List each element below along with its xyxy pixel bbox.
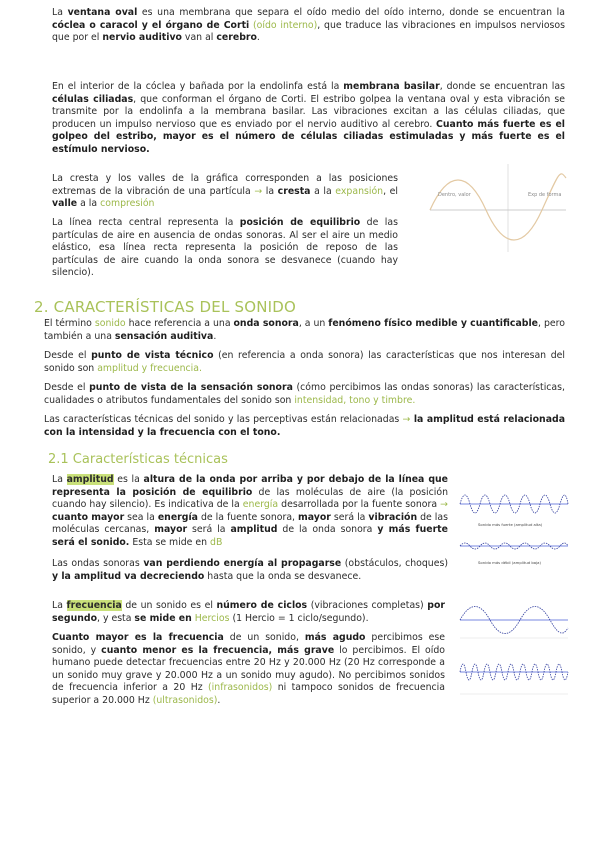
section-heading-caracteristicas: 2. CARACTERÍSTICAS DEL SONIDO	[34, 298, 297, 316]
paragraph-termino-sonido: El término sonido hace referencia a una onda sonora, a un fenómeno físico medible y cuantificable, pero también a una sensación auditiva.	[44, 318, 565, 342]
frequency-diagram	[458, 598, 570, 710]
paragraph-perdida-energia: Las ondas sonoras van perdiendo energía al propagarse (obstáculos, choques) y la amplitud va decreciendo hasta que la onda se desvanece.	[52, 558, 448, 582]
amplitude-label-bottom: Sonido más débil (amplitud baja)	[478, 560, 541, 565]
paragraph-membrana-basilar: En el interior de la cóclea y bañada por la endolinfa está la membrana basilar, donde se encuentran las células ciliadas, que conforman el órgano de Corti. El estribo golpea la ventana oval y esta vibración se transmite por la endolinfa a la membrana basilar. Las vibraciones excitan a las células ciliadas, que producen un impulso nervioso que es enviado por el nervio auditivo al cerebro. Cuanto más fuerte es el golpeo del estribo, mayor es el número de células ciliadas estimuladas y más fuerte es el estímulo nervioso.	[52, 81, 566, 155]
paragraph-cresta-valle: La cresta y los valles de la gráfica corresponden a las posiciones extremas de la vibración de una partícula → la cresta a la expansión, el valle a la compresión	[52, 173, 398, 210]
paragraph-amplitud: La amplitud es la altura de la onda por arriba y por debajo de la línea que representa la posición de equilibrio de las moléculas de aire (la posición cuando hay silencio). Es indicativa de la energía desarrollada por la fuente sonora → cuanto mayor sea la energía de la fuente sonora, mayor será la vibración de las moléculas cercanas, mayor será la amplitud de la onda sonora y más fuerte será el sonido. Esta se mide en dB	[52, 474, 448, 548]
paragraph-agudo-grave: Cuanto mayor es la frecuencia de un sonido, más agudo percibimos ese sonido, y cuanto menor es la frecuencia, más grave lo percibimos. El oído humano puede detectar frecuencias entre 20 Hz y 20.000 Hz (20 Hz corresponde a un sonido muy grave y 20.000 Hz a un sonido muy agudo). No percibimos sonidos de frecuencia inferior a 20 Hz (infrasonidos) ni tampoco sonidos de frecuencia superior a 20.000 Hz (ultrasonidos).	[52, 632, 446, 706]
wave-label-right: Exp de forma	[528, 192, 562, 198]
paragraph-sensacion-sonora: Desde el punto de vista de la sensación sonora (cómo percibimos las ondas sonoras) las características, cualidades o atributos fundamentales del sonido son intensidad, tono y timbre.	[44, 382, 565, 406]
wave-diagram	[428, 160, 568, 256]
paragraph-frecuencia: La frecuencia de un sonido es el número de ciclos (vibraciones completas) por segundo, y esta se mide en Hercios (1 Hercio = 1 ciclo/segundo).	[52, 600, 445, 624]
wave-label-left: Dentro, valor	[438, 192, 471, 198]
paragraph-punto-vista-tecnico: Desde el punto de vista técnico (en referencia a onda sonora) las características que nos interesan del sonido son amplitud y frecuencia.	[44, 350, 565, 374]
subsection-heading-tecnicas: 2.1 Características técnicas	[48, 452, 228, 467]
paragraph-ventana-oval: La ventana oval es una membrana que separa el oído medio del oído interno, donde se encuentran la cóclea o caracol y el órgano de Corti (oído interno), que traduce las vibraciones en impulsos nerviosos que por el nervio auditivo van al cerebro.	[52, 7, 565, 44]
amplitude-diagram	[458, 482, 570, 572]
paragraph-relacion-caracteristicas: Las características técnicas del sonido y las perceptivas están relacionadas → la amplitud está relacionada con la intensidad y la frecuencia con el tono.	[44, 414, 566, 438]
paragraph-posicion-equilibrio: La línea recta central representa la posición de equilibrio de las partículas de aire en ausencia de ondas sonoras. Al ser el aire un medio elástico, esa línea recta representa la posición de reposo de las partículas de aire cuando la onda sonora se desvanece (cuando hay silencio).	[52, 217, 398, 279]
amplitude-label-top: Sonido más fuerte (amplitud alta)	[478, 522, 543, 527]
